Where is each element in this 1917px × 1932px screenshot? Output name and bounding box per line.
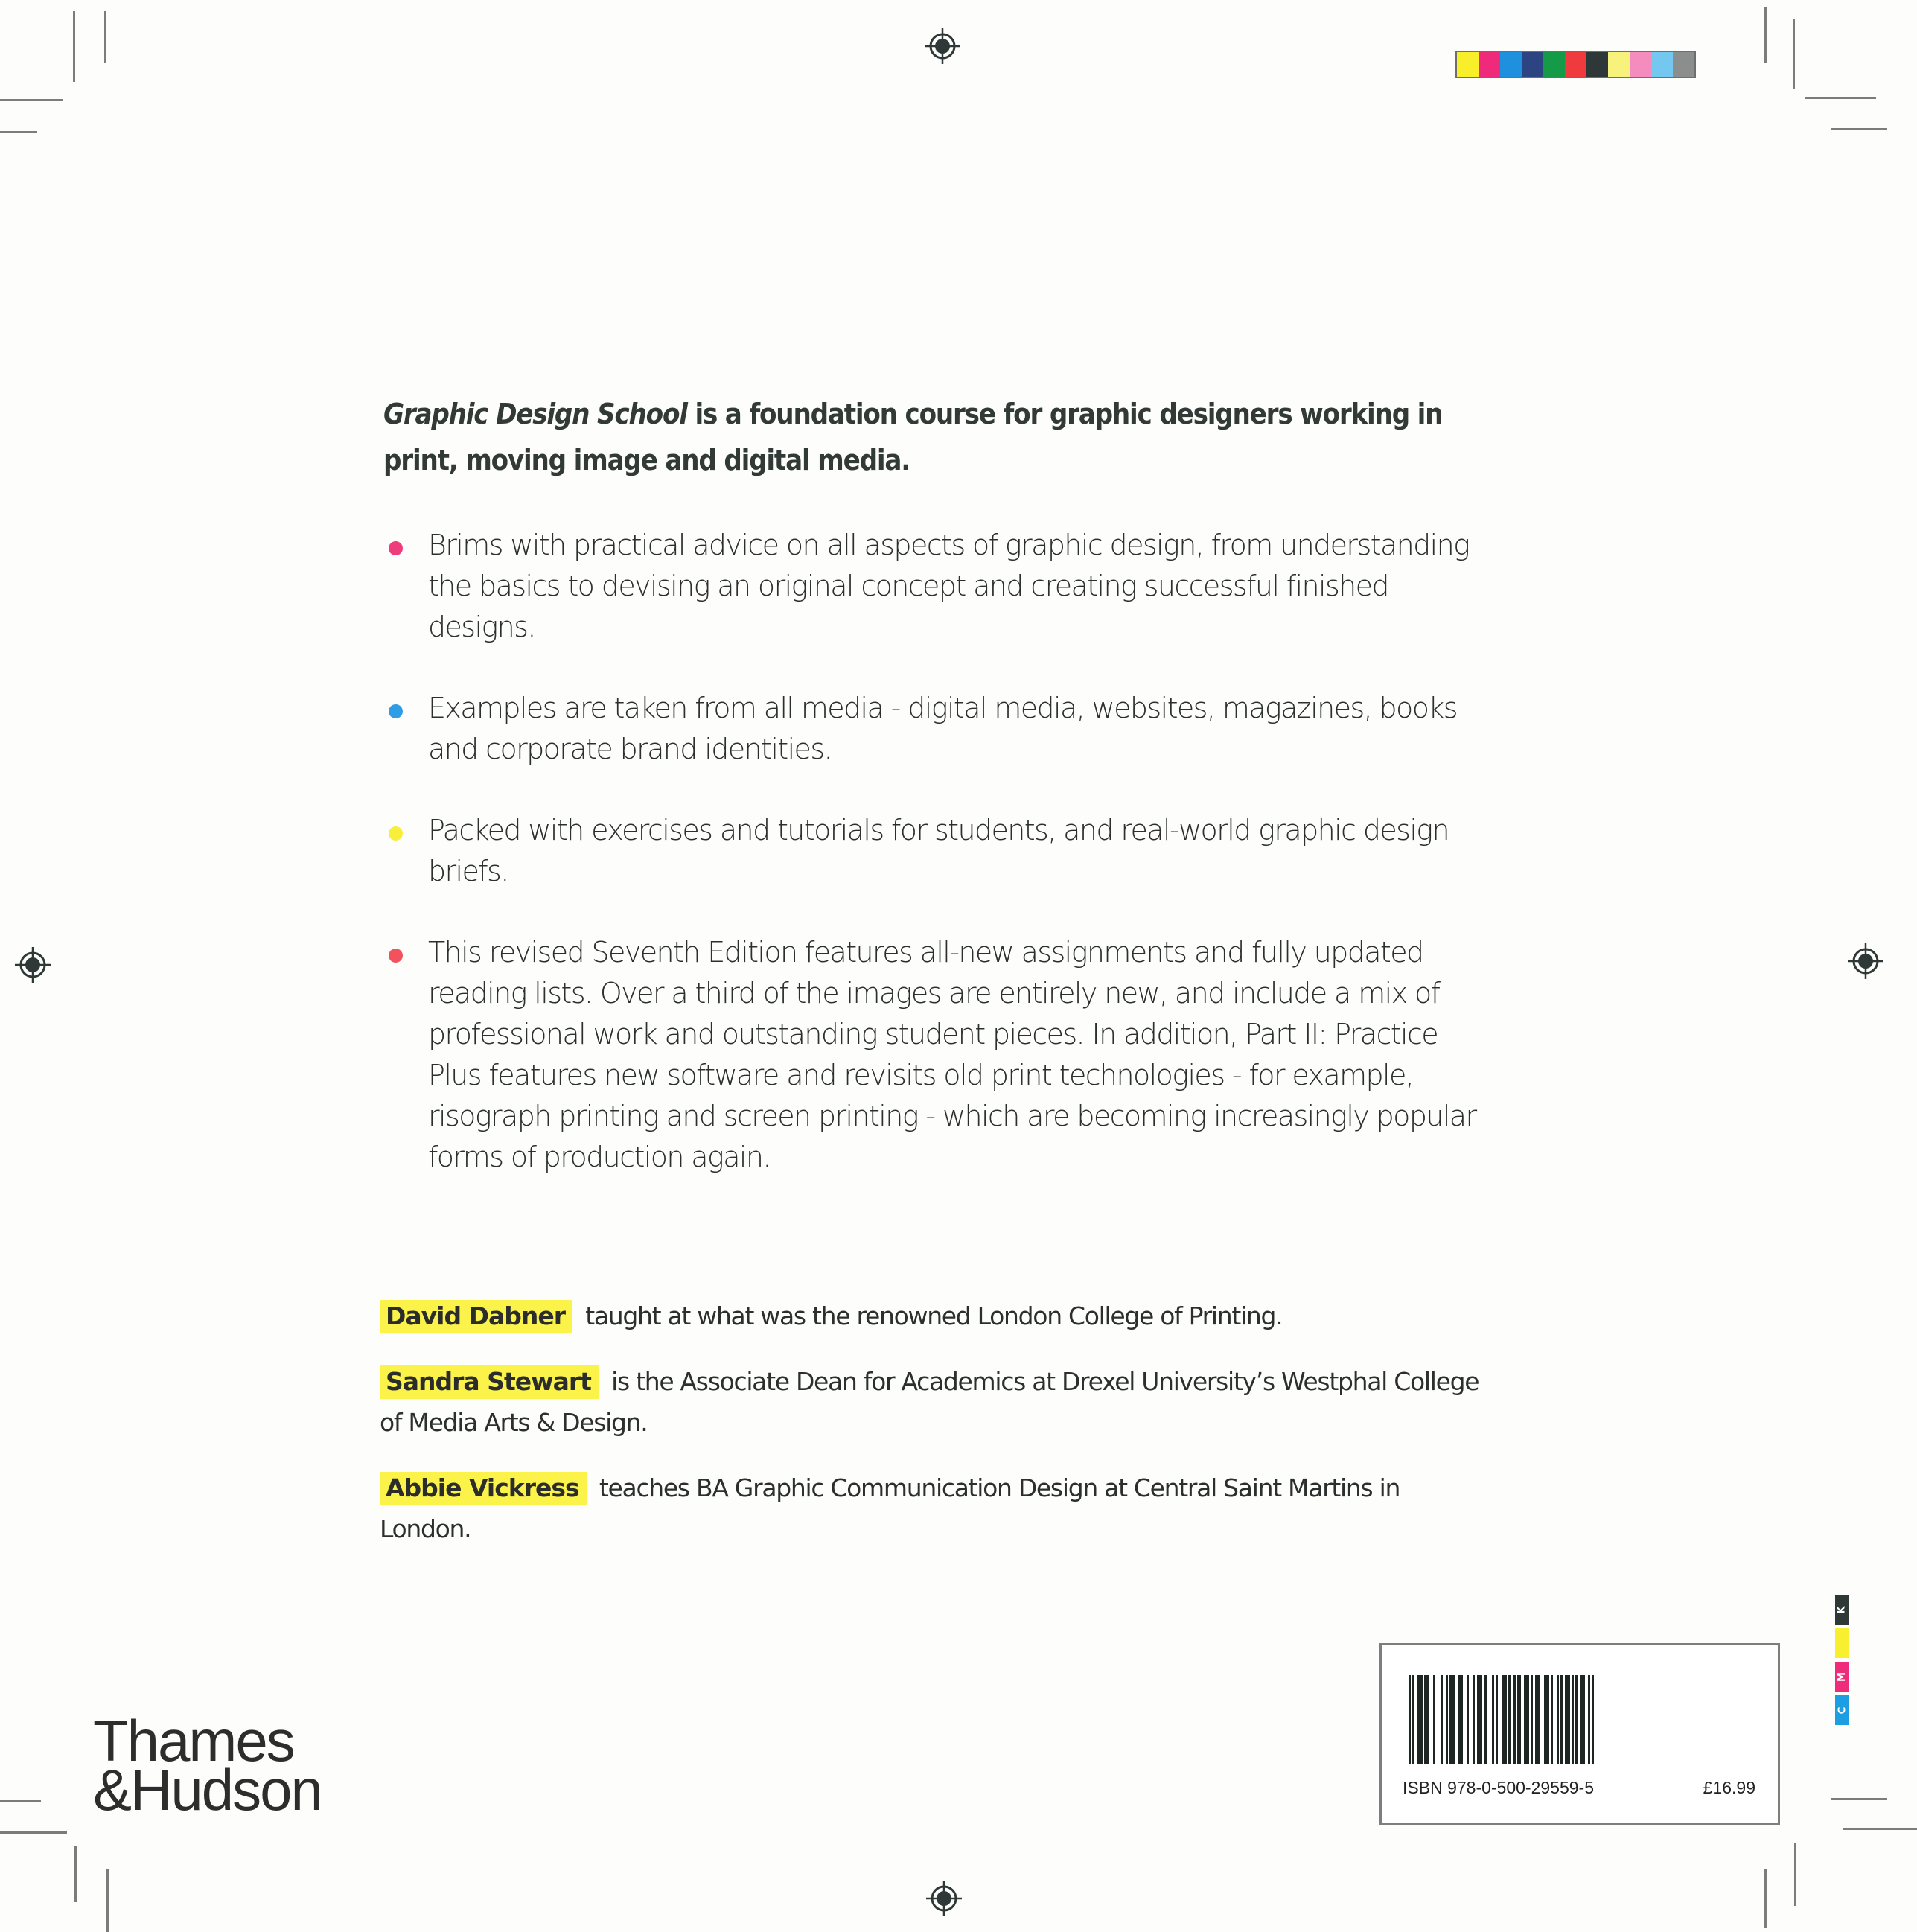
color-swatch <box>1565 52 1586 77</box>
crop-mark <box>1764 1869 1767 1928</box>
author-name: Sandra Stewart <box>380 1365 599 1399</box>
barcode-box <box>1379 1643 1780 1825</box>
author-bios <box>380 1295 1481 1567</box>
cmyk-swatch: K <box>1835 1595 1849 1625</box>
feature-item <box>383 525 1485 648</box>
intro-paragraph <box>383 391 1470 483</box>
isbn-text: ISBN 978-0-500-29559-5 <box>1403 1778 1594 1797</box>
crop-mark <box>73 11 75 82</box>
crop-mark <box>1794 1843 1796 1906</box>
feature-item <box>383 810 1485 892</box>
author-description: is the Associate Dean for Academics at Drexel University’s Westphal College of Media Arts & Design. <box>380 1367 1479 1437</box>
crop-mark <box>0 1800 41 1802</box>
author-bio <box>380 1361 1481 1443</box>
bullet-dot-icon <box>389 541 403 555</box>
color-swatch <box>1673 52 1694 77</box>
author-bio <box>380 1295 1481 1336</box>
cmyk-swatch: C <box>1835 1695 1849 1725</box>
color-swatch <box>1500 52 1522 77</box>
color-swatch <box>1608 52 1630 77</box>
intro-text: is a foundation course for graphic designers working in print, moving image and digital media. <box>383 398 1443 476</box>
bullet-dot-icon <box>389 704 403 718</box>
bullet-dot-icon <box>389 949 403 963</box>
book-title: Graphic Design School <box>383 398 687 430</box>
color-swatch <box>1651 52 1673 77</box>
feature-list <box>383 525 1485 1218</box>
crop-mark <box>106 1869 109 1932</box>
registration-mark-icon <box>923 27 962 66</box>
author-bio <box>380 1467 1481 1549</box>
color-calibration-bar <box>1455 51 1696 78</box>
registration-mark-icon <box>925 1879 963 1918</box>
color-swatch <box>1630 52 1651 77</box>
crop-mark <box>1805 97 1876 99</box>
color-swatch <box>1543 52 1565 77</box>
registration-mark-icon <box>1846 942 1885 981</box>
crop-mark <box>1793 19 1795 89</box>
author-description: taught at what was the renowned London College of Printing. <box>585 1301 1283 1330</box>
crop-mark <box>0 131 37 133</box>
cmyk-swatch: M <box>1835 1662 1849 1692</box>
logo-line-1: Thames <box>93 1708 294 1773</box>
crop-mark <box>1843 1828 1917 1830</box>
crop-mark <box>1831 128 1887 130</box>
author-description: teaches BA Graphic Communication Design at Central Saint Martins in London. <box>380 1473 1400 1543</box>
cmyk-strip <box>1835 1595 1849 1729</box>
author-name: Abbie Vickress <box>380 1472 587 1505</box>
crop-mark <box>104 11 106 63</box>
feature-text: Brims with practical advice on all aspects of graphic design, from understanding the basics to devising an original concept and creating successful finished designs. <box>428 529 1470 643</box>
color-swatch <box>1457 52 1479 77</box>
publisher-logo <box>93 1708 322 1823</box>
crop-mark <box>0 99 63 101</box>
registration-mark-icon <box>13 946 52 984</box>
crop-mark <box>1764 7 1767 63</box>
crop-mark <box>74 1846 77 1902</box>
bullet-dot-icon <box>389 826 403 841</box>
author-name: David Dabner <box>380 1300 572 1333</box>
color-swatch <box>1586 52 1608 77</box>
feature-text: Examples are taken from all media - digital media, websites, magazines, books and corporate brand identities. <box>428 692 1457 765</box>
crop-mark <box>0 1831 67 1834</box>
feature-item <box>383 688 1485 770</box>
price-text: £16.99 <box>1703 1778 1755 1797</box>
feature-item <box>383 932 1485 1178</box>
cmyk-swatch <box>1835 1628 1849 1658</box>
feature-text: This revised Seventh Edition features all-new assignments and fully updated reading lists. Over a third of the images are entirely new, and include a mix of professional work and outstanding student pieces. In addition, Part II: Practice Plus features new software and revisits old print technologies - for example, risograph printing and screen printing - which are becoming increasingly popular forms of production again. <box>428 936 1476 1173</box>
color-swatch <box>1479 52 1500 77</box>
feature-text: Packed with exercises and tutorials for students, and real-world graphic design briefs. <box>428 814 1449 887</box>
logo-line-2: &Hudson <box>93 1757 322 1823</box>
color-swatch <box>1522 52 1543 77</box>
barcode-icon <box>1409 1675 1685 1764</box>
crop-mark <box>1831 1798 1887 1800</box>
